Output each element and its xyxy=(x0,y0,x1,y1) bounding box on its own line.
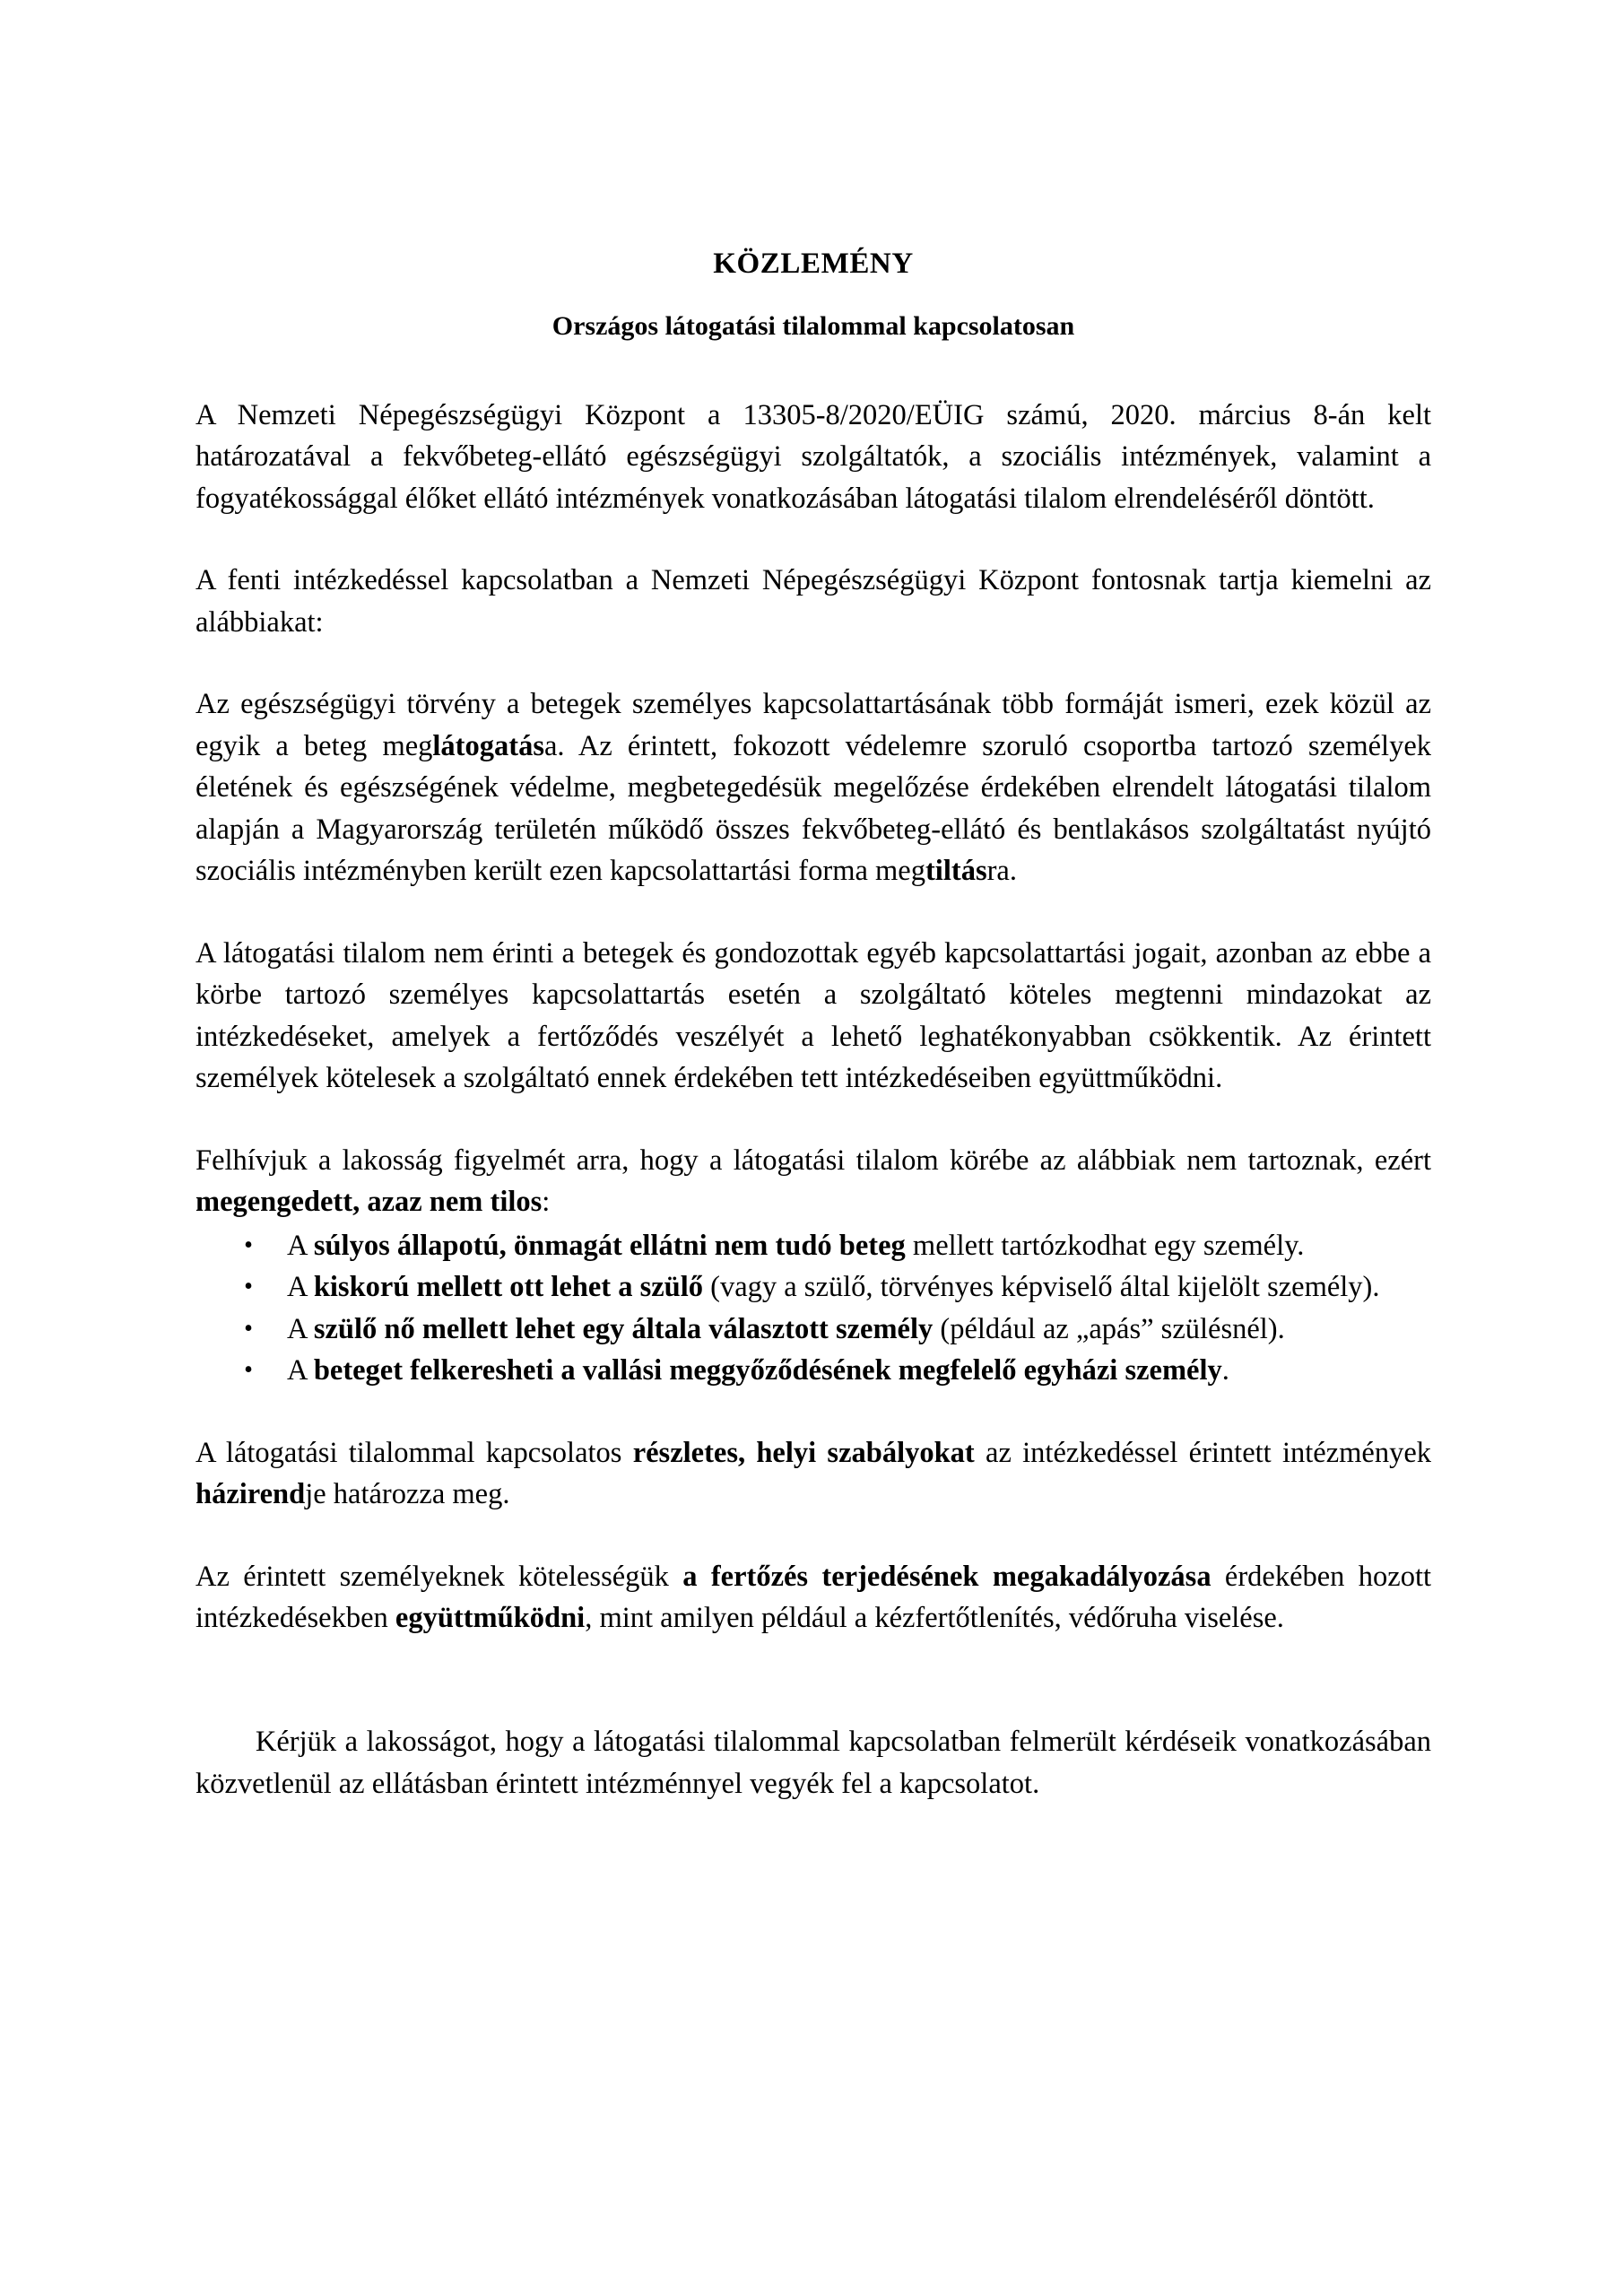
list-item-content xyxy=(287,1266,1431,1309)
page-title: KÖZLEMÉNY xyxy=(713,248,914,280)
list-item xyxy=(195,1350,1431,1392)
list-item xyxy=(195,1266,1431,1309)
list-item xyxy=(195,1225,1431,1267)
paragraph-5-text-b: : xyxy=(542,1186,551,1219)
allowed-exceptions-list xyxy=(195,1225,1431,1392)
paragraph-6-emphasis-hazirend: házirend xyxy=(195,1478,306,1511)
paragraph-6-emphasis-szabalyokat: részletes, helyi szabályokat xyxy=(632,1436,975,1469)
list-item-4-text-b: . xyxy=(1221,1354,1229,1387)
paragraph-4-text: A látogatási tilalom nem érinti a betegek és gondozottak egyéb kapcsolattartási jogait, azonban az ebbe a körbe tartozó személyes kapcsolattartás esetén a szolgáltató köteles megtenni mindazokat az intézkedéseket, amelyek a fertőződés veszélyét a lehető leghatékonyabban csökkentik. Az érintett személyek kötelesek a szolgáltató ennek érdekében tett intézkedéseiben együttműködni. xyxy=(195,936,1431,1095)
paragraph-8-text: Kérjük a lakosságot, hogy a látogatási tilalommal kapcsolatban felmerült kérdéseik vonatkozásában közvetlenül az ellátásban érintett intézménnyel vegyék fel a kapcsolatot. xyxy=(195,1726,1439,1800)
list-item-1-text-a: A xyxy=(287,1229,314,1262)
list-item-content xyxy=(287,1309,1431,1351)
paragraph-7-text-b: érdekében hozott intézkedésekben xyxy=(195,1560,1432,1635)
paragraph-7-emphasis-egyuttmukodni: együttműködni xyxy=(395,1602,586,1635)
paragraph-6 xyxy=(195,1432,1431,1516)
paragraph-6-text-b: az intézkedéssel érintett intézmények xyxy=(974,1436,1431,1469)
list-item-2-emphasis: kiskorú mellett ott lehet a szülő xyxy=(313,1271,703,1304)
bullet-point-icon: • xyxy=(244,1273,253,1301)
list-item-3-text-b: (például az „apás” szülésnél). xyxy=(933,1312,1285,1345)
document-content-column xyxy=(195,0,1439,1847)
list-item-4-emphasis: beteget felkeresheti a vallási meggyőződésének megfelelő egyházi személy xyxy=(313,1354,1222,1387)
paragraph-3-text-c: ra. xyxy=(986,855,1017,888)
paragraph-6-text-c: je határozza meg. xyxy=(305,1478,510,1511)
paragraph-5-text-a: Felhívjuk a lakosság figyelmét arra, hogy a látogatási tilalom körébe az alábbiak nem tartoznak, ezért xyxy=(195,1144,1431,1177)
list-item-2-text-a: A xyxy=(287,1271,314,1304)
list-item-2-text-b: (vagy a szülő, törvényes képviselő által kijelölt személy). xyxy=(703,1271,1380,1304)
paragraph-3-text-b: a. Az érintett, fokozott védelemre szoruló csoportba tartozó személyek életének és egészségének védelme, megbetegedésük megelőzése érdekében elrendelt látogatási tilalom alapján a Magyarország területén működő összes fekvőbeteg-ellátó és bentlakásos szolgáltatást nyújtó szociális intézményben került ezen kapcsolattartási forma meg xyxy=(195,729,1432,888)
paragraph-4 xyxy=(195,933,1431,1100)
bullet-point-icon: • xyxy=(244,1231,253,1259)
paragraph-7-text-c: , mint amilyen például a kézfertőtlenítés, védőruha viselése. xyxy=(585,1602,1284,1635)
list-item-content xyxy=(287,1350,1431,1392)
paragraph-2 xyxy=(195,560,1431,643)
paragraph-1 xyxy=(195,395,1431,520)
paragraph-3-emphasis-tiltas: tiltás xyxy=(925,855,987,888)
paragraph-3-emphasis-latogatas: látogatás xyxy=(432,729,544,762)
page-subtitle: Országos látogatási tilalommal kapcsolatosan xyxy=(551,310,1075,341)
list-item-4-text-a: A xyxy=(287,1354,314,1387)
paragraph-1-text: A Nemzeti Népegészségügyi Központ a 13305-8/2020/EÜIG számú, 2020. március 8-án kelt határozatával a fekvőbeteg-ellátó egészségügyi szolgáltatók, a szociális intézmények, valamint a fogyatékossággal élőket ellátó intézmények vonatkozásában látogatási tilalom elrendeléséről döntött. xyxy=(195,398,1431,515)
list-item-3-text-a: A xyxy=(287,1312,314,1345)
paragraph-7 xyxy=(195,1556,1431,1639)
bullet-point-icon: • xyxy=(244,1314,253,1343)
paragraph-5-emphasis-megengedett: megengedett, azaz nem tilos xyxy=(195,1186,543,1219)
list-item-content xyxy=(287,1225,1431,1267)
paragraph-7-emphasis-megakadalyozasa: a fertőzés terjedésének megakadályozása xyxy=(682,1560,1211,1593)
paragraph-5 xyxy=(195,1140,1431,1223)
paragraph-7-text-a: Az érintett személyeknek kötelességük xyxy=(195,1560,683,1593)
list-item-1-text-b: mellett tartózkodhat egy személy. xyxy=(905,1229,1305,1262)
paragraph-3-text-a: Az egészségügyi törvény a betegek személyes kapcsolattartásának több formáját ismeri, ezek közül az egyik a beteg meg xyxy=(195,688,1431,762)
bullet-point-icon: • xyxy=(244,1356,253,1385)
paragraph-2-text: A fenti intézkedéssel kapcsolatban a Nemzeti Népegészségügyi Központ fontosnak tartja kiemelni az alábbiakat: xyxy=(195,564,1431,639)
list-item-3-emphasis: szülő nő mellett lehet egy általa választott személy xyxy=(313,1312,934,1345)
paragraph-3 xyxy=(195,683,1431,892)
list-item-1-emphasis: súlyos állapotú, önmagát ellátni nem tudó beteg xyxy=(313,1229,906,1262)
paragraph-6-text-a: A látogatási tilalommal kapcsolatos xyxy=(195,1436,633,1469)
paragraph-8 xyxy=(195,1680,1439,1847)
list-item xyxy=(195,1309,1431,1351)
